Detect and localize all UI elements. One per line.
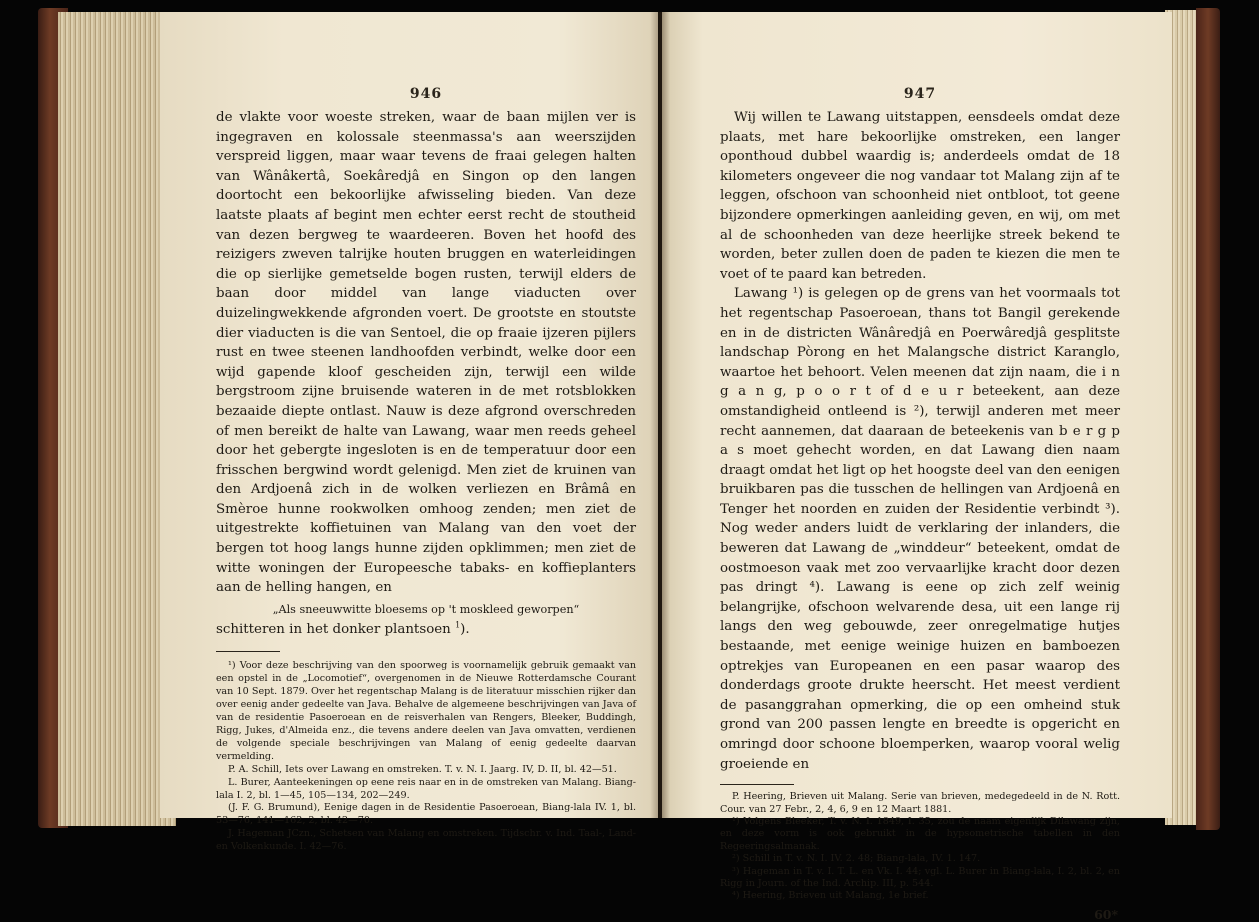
right-paragraph: Wij willen te Lawang uitstappen, eensdeels omdat deze plaats, met hare bekoorlijke omstreken, een langer oponthoud dubbel waardig is; anderdeels omdat de 18 kilometers ongeveer die nog vandaar tot Malang zijn af te leggen, ofschoon van schoonheid niet ontbloot, tot geene bijzondere opmerkingen aanleiding geven, en wij, om met al de schoonheden van deze heerlijke streek bekend te worden, beter zullen doen de paden te kiezen die men te voet of te paard kan betreden.	[720, 110, 1120, 282]
footnote: P. Heering, Brieven uit Malang. Serie van brieven, medegedeeld in de N. Rott. Cour. van 27 Febr., 2, 4, 6, 9 en 12 Maart 1881.	[720, 791, 1120, 815]
footnote-divider	[720, 784, 794, 785]
book-gutter	[650, 12, 670, 818]
footnote: ³) Hageman in T. v. I. T. L. en Vk. I. 44; vgl. L. Burer in Biang-lala, I. 2, bl. 2, en Rigg in Journ. of the Ind. Archip. III, p. 544.	[720, 865, 1120, 890]
closing-text: schitteren in het donker plantsoen	[216, 621, 451, 637]
footnote: ¹) Voor deze beschrijving van den spoorweg is voornamelijk gebruik gemaakt van een opstel in de „Locomotief“, overgenomen in de Nieuwe Rotterdamsche Courant van 10 Sept. 1879. Over het regentschap Malang is de literatuur misschien rijker dan over eenig ander gedeelte van Java. Behalve de algemeene beschrijvingen van Java of van de residentie Pasoeroean en de reisverhalen van Rengers, Bleeker, Buddingh, Rigg, Jukes, d'Almeida enz., die tevens andere deelen van Java omvatten, verdienen de volgende speciale beschrijvingen van Malang of eenig gedeelte daarvan vermelding.	[216, 660, 636, 762]
left-body-text	[216, 108, 636, 639]
footnote-ref: 1	[455, 620, 461, 630]
right-body-text	[720, 108, 1120, 774]
right-page-number: 947	[903, 86, 937, 102]
right-footnotes	[720, 791, 1120, 903]
footnote: ⁴) Heering, Brieven uit Malang, 1e brief.	[732, 890, 929, 902]
footnote: P. A. Schill, Iets over Lawang en omstreken. T. v. N. I. Jaarg. IV, D. II, bl. 42—51.	[228, 763, 617, 775]
left-paragraph: de vlakte voor woeste streken, waar de baan mijlen ver is ingegraven en kolossale steenmassa's aan weerszijden verspreid liggen, maar waar tevens de fraai gelegen halten van Wânâkertâ, Soekâredjâ en Singon op den langen doortocht een bekoorlijke afwisseling bieden. Van deze laatste plaats af begint men echter eerst recht de stoutheid van dezen bergweg te waardeeren. Boven het hoofd des reizigers zweven talrijke houten bruggen en waterleidingen die op sierlijke gemetselde bogen rusten, terwijl elders de baan door middel van lange viaducten over duizelingwekkende afgronden voert. De grootste en stoutste dier viaducten is die van Sentoel, die op fraaie ijzeren pijlers rust en twee steenen landhoofden verbindt, welke door een wijd gapende kloof gescheiden zijn, terwijl een wilde bergstroom zijne bruisende wateren in de met rotsblokken bezaaide diepte ontlast. Nauw is deze afgrond overschreden of men bereikt de halte van Lawang, waar men reeds geheel door het gebergte ingesloten is en de temperatuur door een frisschen bergwind wordt gelenigd. Men ziet de kruinen van den Ardjoenâ zich in de wolken verliezen en Brâmâ en Smèroe hunne rookwolken omhoog zenden; men ziet de uitgestrekte koffietuinen van Malang van den voet der bergen tot hoog langs hunne zijden opklimmen; men ziet de witte woningen der Europeesche tabaks- en koffieplanters aan de helling hangen, en	[216, 110, 636, 596]
left-footnotes	[216, 660, 636, 854]
footnote: ¹) Volgens Bleeker, T. v. N. I. 1849, I. 35, zou de naam eigenlijk Dilawang zijn, en deze vorm is ook gebruikt in de hypsometrische tabellen in den Regeeringsalmanak.	[720, 816, 1120, 852]
right-page	[662, 12, 1172, 922]
left-page-edges	[58, 12, 176, 826]
signature-mark: 60*	[1094, 906, 1118, 922]
left-page-number: 946	[409, 86, 443, 102]
left-closing-line: schitteren in het donker plantsoen $^1$).	[216, 620, 470, 637]
left-page	[160, 12, 658, 853]
right-paragraph: Lawang ¹) is gelegen op de grens van het voormaals tot het regentschap Pasoeroean, thans tot Bangil gerekende en in de districten Wânâredjâ en Poerwâredjâ gesplitste landschap Pòrong en het Malangsche district Karanglo, waartoe het behoort. Velen meenen dat zijn naam, die i n g a n g, p o o r t of d e u r beteekent, aan deze omstandigheid ontleend is ²), terwijl anderen met meer recht aannemen, dat daaraan de beteekenis van b e r g p a s moet gehecht worden, en dat Lawang dien naam draagt omdat het ligt op het hoogste deel van den eenigen bruikbaren pas die tusschen de hellingen van Ardjoenâ en Tenger het noorden en zuiden der Residentie verbindt ³). Nog weder anders luidt de verklaring der inlanders, die beweren dat Lawang de „winddeur“ beteekent, omdat de oostmoeson vaak met zoo vervaarlijke kracht door dezen pas dringt ⁴). Lawang is eene op zich zelf weinig belangrijke, ofschoon welvarende desa, uit een lange rij langs den weg gebouwde, zeer onregelmatige hutjes bestaande, met eenige weinige huizen en bamboezen optrekjes van Europeanen en een pasar waarop des donderdags groote drukte heerscht. Het meest verdient de pasanggrahan opmerking, die op een omheind stuk grond van 200 passen lengte en breedte is opgericht en omringd door schoone bloemperken, waarop vooral welig groeiende en	[720, 286, 1120, 772]
footnote: ²) Schill in T. v. N. I. IV. 2. 48; Biang-lala, IV. 1. 147.	[732, 853, 981, 865]
quoted-verse: „Als sneeuwwitte bloesems op 't moskleed geworpen“	[272, 602, 580, 616]
footnote-divider	[216, 651, 280, 652]
footnote: (J. F. G. Brumund), Eenige dagen in de Residentie Pasoeroean, Biang-lala IV. 1, bl. 53—76, 141—162, 2, bl. 42—70.	[216, 802, 636, 827]
right-cover-board	[1196, 8, 1220, 830]
footnote: J. Hageman JCzn., Schetsen van Malang en omstreken. Tijdschr. v. Ind. Taal-, Land- en Volkenkunde. I. 42—76.	[216, 828, 636, 853]
footnote: L. Burer, Aanteekeningen op eene reis naar en in de omstreken van Malang. Biang-lala I. 2, bl. 1—45, 105—134, 202—249.	[216, 776, 636, 801]
